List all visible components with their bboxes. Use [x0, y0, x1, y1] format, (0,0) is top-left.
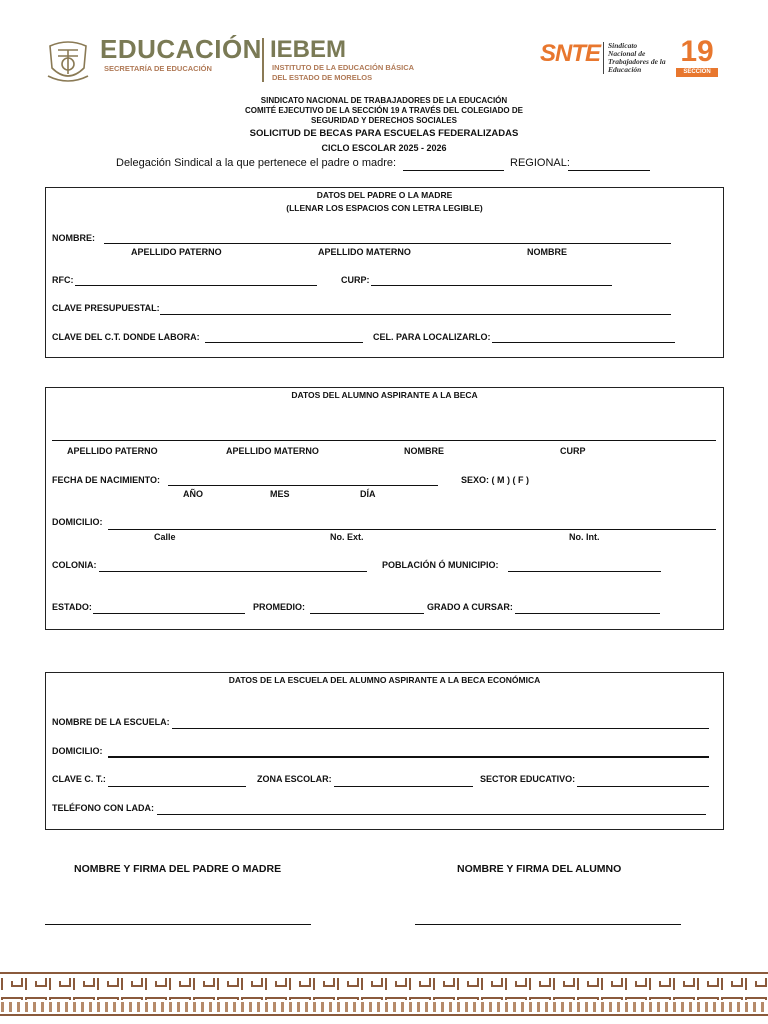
- school-domicilio-label: DOMICILIO:: [52, 746, 103, 756]
- educacion-logo-text: EDUCACIÓN: [100, 34, 262, 64]
- student-signature-label: NOMBRE Y FIRMA DEL ALUMNO: [457, 863, 622, 875]
- parent-apellido-paterno-label: APELLIDO PATERNO: [131, 247, 222, 257]
- parent-nombre-label: NOMBRE:: [52, 233, 95, 243]
- zona-escolar-label: ZONA ESCOLAR:: [257, 774, 332, 784]
- promedio-field[interactable]: [310, 613, 424, 614]
- snte-line1: Sindicato: [608, 41, 638, 50]
- regional-field[interactable]: [568, 170, 650, 171]
- colonia-label: COLONIA:: [52, 560, 97, 570]
- school-section-title: DATOS DE LA ESCUELA DEL ALUMNO ASPIRANTE A LA BECA ECONÓMICA: [228, 675, 541, 685]
- snte-line2: Nacional de: [608, 49, 646, 58]
- no-ext-label: No. Ext.: [330, 532, 364, 542]
- iebem-line1: INSTITUTO DE LA EDUCACIÓN BÁSICA: [272, 63, 415, 72]
- school-clave-ct-label: CLAVE C. T.:: [52, 774, 106, 784]
- parent-apellido-materno-label: APELLIDO MATERNO: [318, 247, 411, 257]
- grado-field[interactable]: [515, 613, 660, 614]
- student-curp-label: CURP: [560, 446, 586, 456]
- nombre-escuela-label: NOMBRE DE LA ESCUELA:: [52, 717, 170, 727]
- estado-label: ESTADO:: [52, 602, 92, 612]
- zona-escolar-field[interactable]: [334, 786, 473, 787]
- decorative-greca-band-icon: [0, 972, 768, 1024]
- student-signature-line[interactable]: [415, 924, 681, 925]
- student-nombre-label: NOMBRE: [404, 446, 444, 456]
- parent-section-title: DATOS DEL PADRE O LA MADRE: [316, 190, 453, 200]
- fecha-nacimiento-field[interactable]: [168, 485, 438, 486]
- mes-label: MES: [270, 489, 290, 499]
- colonia-field[interactable]: [99, 571, 367, 572]
- clave-ct-label: CLAVE DEL C.T. DONDE LABORA:: [52, 332, 200, 342]
- regional-label: REGIONAL:: [510, 157, 570, 169]
- telefono-label: TELÉFONO CON LADA:: [52, 803, 154, 813]
- student-apellido-paterno-label: APELLIDO PATERNO: [67, 446, 158, 456]
- logo-divider: [262, 38, 264, 82]
- student-domicilio-field[interactable]: [108, 529, 716, 530]
- student-name-field[interactable]: [52, 440, 716, 441]
- school-cycle: CICLO ESCOLAR 2025 - 2026: [321, 143, 447, 153]
- sexo-label[interactable]: SEXO: ( M ) ( F ): [461, 475, 529, 485]
- parent-section-subtitle: (LLENAR LOS ESPACIOS CON LETRA LEGIBLE): [286, 203, 483, 213]
- rfc-label: RFC:: [52, 275, 74, 285]
- school-domicilio-field[interactable]: [108, 756, 709, 758]
- nombre-escuela-field[interactable]: [172, 728, 709, 729]
- promedio-label: PROMEDIO:: [253, 602, 306, 612]
- grado-label: GRADO A CURSAR:: [427, 602, 513, 612]
- iebem-line2: DEL ESTADO DE MORELOS: [272, 73, 373, 82]
- snte-divider: [603, 42, 604, 74]
- school-clave-ct-field[interactable]: [108, 786, 246, 787]
- student-section-title: DATOS DEL ALUMNO ASPIRANTE A LA BECA: [291, 390, 478, 400]
- parent-nombre-sub-label: NOMBRE: [527, 247, 567, 257]
- cel-label: CEL. PARA LOCALIZARLO:: [373, 332, 491, 342]
- delegacion-field[interactable]: [403, 170, 504, 171]
- snte-logo-text: SNTE: [540, 40, 601, 67]
- snte-line4: Educación: [608, 65, 642, 74]
- form-title: SOLICITUD DE BECAS PARA ESCUELAS FEDERALIZADAS: [249, 128, 519, 139]
- calle-label: Calle: [154, 532, 176, 542]
- title-line1: SINDICATO NACIONAL DE TRABAJADORES DE LA EDUCACIÓN: [260, 96, 508, 105]
- coat-of-arms-icon: [44, 36, 92, 86]
- poblacion-label: POBLACIÓN Ó MUNICIPIO:: [382, 560, 499, 570]
- clave-presupuestal-field[interactable]: [160, 314, 671, 315]
- student-domicilio-label: DOMICILIO:: [52, 517, 103, 527]
- parent-signature-line[interactable]: [45, 924, 311, 925]
- fecha-nacimiento-label: FECHA DE NACIMIENTO:: [52, 475, 160, 485]
- no-int-label: No. Int.: [569, 532, 600, 542]
- section-19-badge: [676, 36, 718, 78]
- title-line3: SEGURIDAD Y DERECHOS SOCIALES: [311, 116, 457, 125]
- student-section: [45, 387, 724, 630]
- rfc-field[interactable]: [75, 285, 317, 286]
- delegacion-label: Delegación Sindical a la que pertenece el padre o madre:: [116, 157, 397, 169]
- snte-name-block: [608, 42, 666, 74]
- parent-curp-field[interactable]: [371, 285, 612, 286]
- sector-educativo-field[interactable]: [577, 786, 709, 787]
- dia-label: DÍA: [360, 489, 376, 499]
- iebem-logo-text: IEBEM: [270, 36, 347, 63]
- section-label: SECCIÓN: [676, 68, 718, 77]
- cel-field[interactable]: [492, 342, 675, 343]
- clave-presupuestal-label: CLAVE PRESUPUESTAL:: [52, 303, 160, 313]
- telefono-field[interactable]: [157, 814, 706, 815]
- parent-curp-label: CURP:: [341, 275, 370, 285]
- poblacion-field[interactable]: [508, 571, 661, 572]
- student-apellido-materno-label: APELLIDO MATERNO: [226, 446, 319, 456]
- anio-label: AÑO: [183, 489, 203, 499]
- estado-field[interactable]: [93, 613, 245, 614]
- clave-ct-field[interactable]: [205, 342, 363, 343]
- parent-signature-label: NOMBRE Y FIRMA DEL PADRE O MADRE: [74, 863, 282, 875]
- sector-educativo-label: SECTOR EDUCATIVO:: [480, 774, 576, 784]
- title-line2: COMITÉ EJECUTIVO DE LA SECCIÓN 19 A TRAVÉS DEL COLEGIADO DE: [245, 106, 523, 115]
- secretaria-text: SECRETARÍA DE EDUCACIÓN: [104, 64, 212, 73]
- parent-nombre-field[interactable]: [104, 243, 671, 244]
- snte-line3: Trabajadores de la: [608, 57, 666, 66]
- section-number: 19: [680, 35, 714, 68]
